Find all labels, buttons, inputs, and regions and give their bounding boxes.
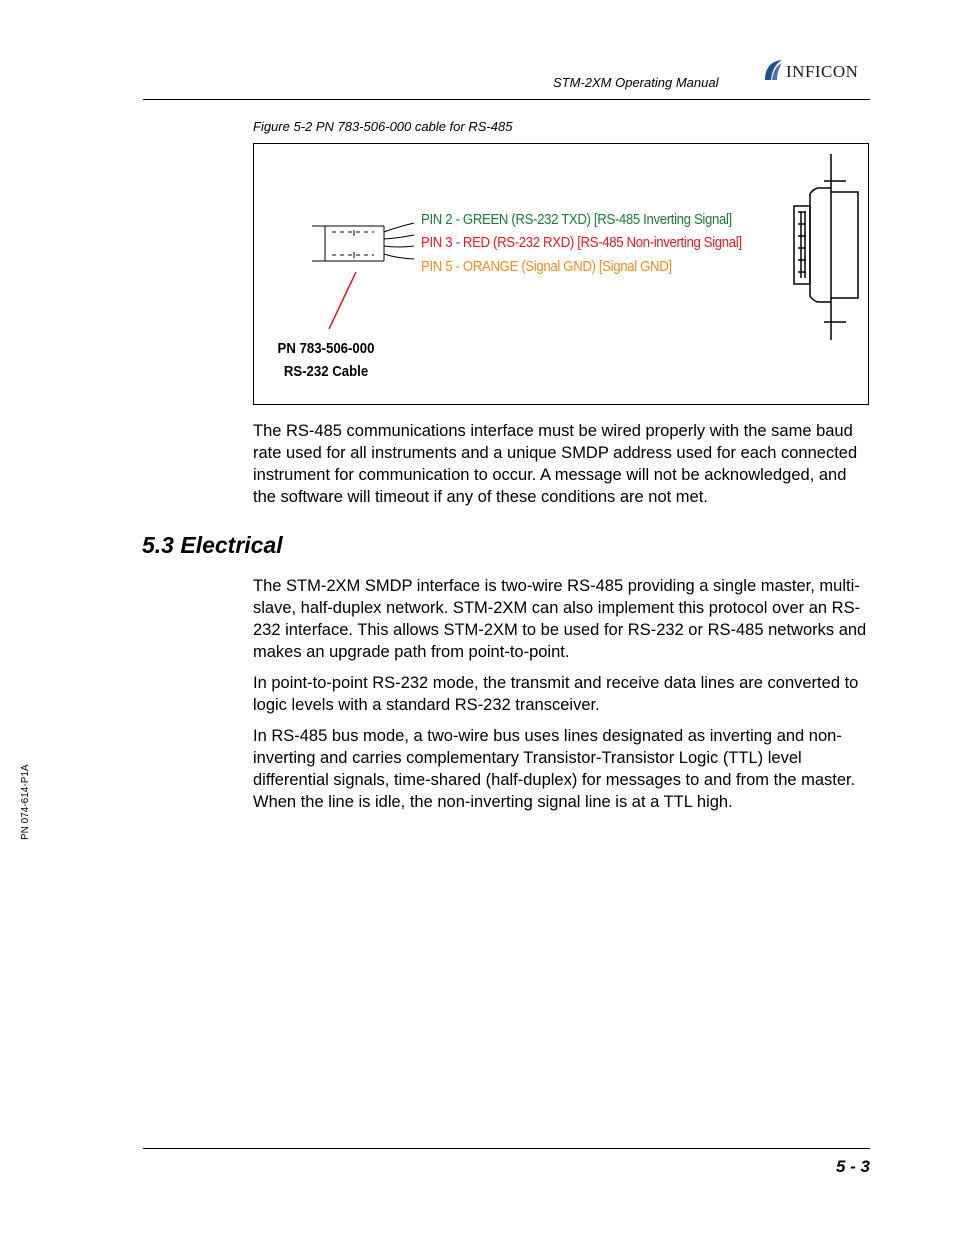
- pin2-label: PIN 2 - GREEN (RS-232 TXD) [RS-485 Inverting Signal]: [421, 211, 732, 228]
- figure-caption: Figure 5-2 PN 783-506-000 cable for RS-485: [253, 119, 513, 134]
- side-part-number: PN 074-614-P1A: [20, 764, 31, 840]
- pin3-label: PIN 3 - RED (RS-232 RXD) [RS-485 Non-inverting Signal]: [421, 234, 742, 251]
- db9-connector-drawing: [794, 154, 858, 340]
- section-paragraph-1: The STM-2XM SMDP interface is two-wire RS-485 providing a single master, multi-slave, half-duplex network. STM-2XM can also implement this protocol over an RS-232 interface. This allows STM-2XM to be used for RS-232 or RS-485 networks and makes an upgrade path from point-to-point.: [253, 577, 867, 661]
- section-paragraph-3: In RS-485 bus mode, a two-wire bus uses lines designated as inverting and non-inverting and carries complementary Transistor-Transistor Logic (TTL) level differential signals, time-shared (half-duplex) for messages to and from the master. When the line is idle, the non-inverting signal line is at a TTL high.: [253, 727, 856, 811]
- intro-paragraph: The RS-485 communications interface must be wired properly with the same baud rate used for all instruments and a unique SMDP address used for each connected instrument for communication to occur. A message will not be acknowledged, and the software will timeout if any of these conditions are not met.: [253, 422, 858, 506]
- header-manual-title: STM-2XM Operating Manual: [553, 75, 719, 90]
- logo-text: INFICON: [786, 62, 859, 81]
- section-paragraph-2: In point-to-point RS-232 mode, the transmit and receive data lines are converted to logic levels with a standard RS-232 transceiver.: [253, 674, 859, 714]
- cable-figure: [253, 143, 869, 405]
- inficon-logo-icon: [761, 58, 785, 82]
- header-rule: [143, 99, 870, 100]
- inficon-logo: [761, 58, 873, 84]
- cable-part-number: PN 783-506-000: [277, 340, 375, 357]
- cable-type-label: RS-232 Cable: [283, 363, 369, 380]
- pin5-label: PIN 5 - ORANGE (Signal GND) [Signal GND]: [421, 258, 672, 275]
- section-heading: 5.3 Electrical: [142, 532, 283, 558]
- cable-pointer-line: [329, 272, 356, 329]
- cable-end-drawing: [312, 223, 414, 261]
- footer-rule: [143, 1148, 870, 1149]
- page-number: 5 - 3: [835, 1157, 870, 1176]
